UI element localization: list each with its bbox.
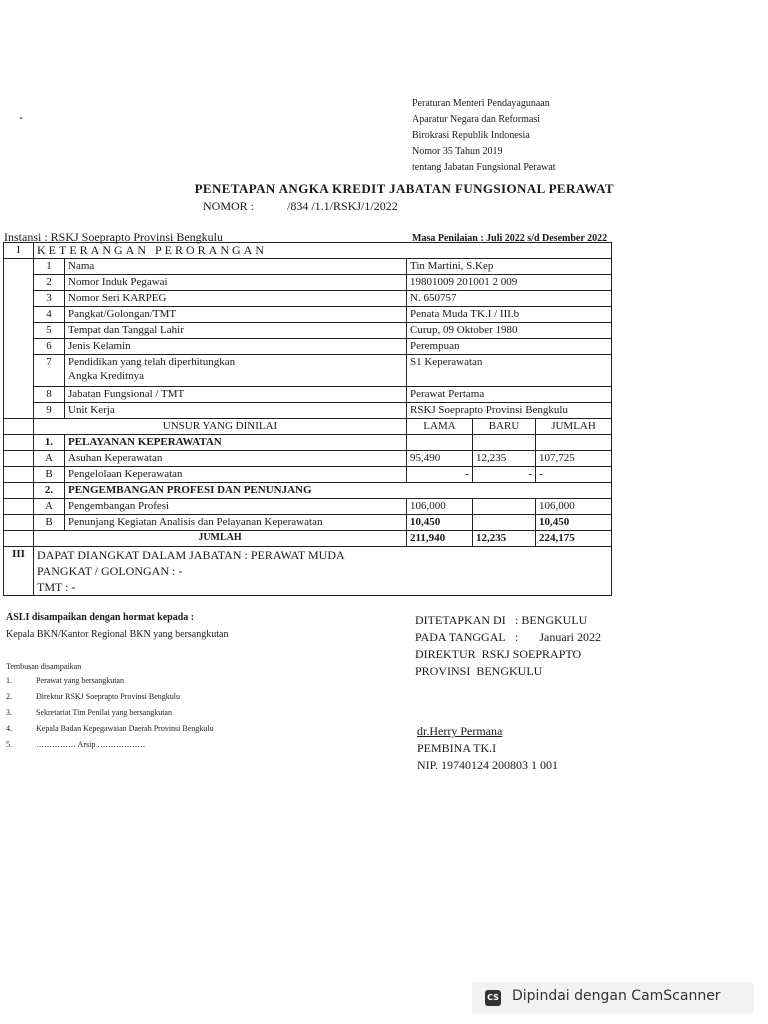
value-baru [473,515,536,531]
section1-gutter [4,259,34,419]
nomor-label: NOMOR : [203,199,255,213]
row-value: Penata Muda TK.I / III.b [407,307,612,323]
section2-gutter [4,515,34,531]
tanggal-label: PADA TANGGAL [415,630,506,644]
total-label: JUMLAH [34,531,407,547]
section3-line: PANGKAT / GOLONGAN : - [37,564,183,578]
row-value: N. 650757 [407,291,612,307]
asli-recipient: Kepala BKN/Kantor Regional BKN yang bersangkutan [6,629,229,640]
row-number: 4 [34,307,65,323]
regulation-line: tentang Jabatan Fungsional Perawat [412,162,556,173]
section2-gutter [4,483,34,499]
list-text: Kepala Badan Kepegawaian Daerah Provinsi Bengkulu [36,724,214,733]
row-number: 6 [34,339,65,355]
tembusan-heading: Tembusan disampaikan [6,662,82,671]
asli-heading: ASLI disampaikan dengan hormat kepada : [6,612,195,623]
value-jumlah: 106,000 [536,499,612,515]
header-unsur: UNSUR YANG DINILAI [34,419,407,435]
table-row [4,323,612,339]
group-row [4,483,612,499]
nomor-value: /834 /1.1/RSKJ/1/2022 [287,199,398,213]
row-label: Penunjang Kegiatan Analisis dan Pelayanan Keperawatan [65,515,407,531]
section2-gutter [4,499,34,515]
signature-block [415,612,601,680]
row-label-line: Angka Kreditnya [68,370,145,382]
row-letter: B [34,467,65,483]
header-lama: LAMA [407,419,473,435]
table-row [4,355,612,387]
row-label: Nomor Induk Pegawai [65,275,407,291]
list-number: 5. [6,740,12,749]
row-value: RSKJ Soeprapto Provinsi Bengkulu [407,403,612,419]
group-title: PELAYANAN KEPERAWATAN [65,435,407,451]
list-number: 2. [6,692,12,701]
total-jumlah: 224,175 [536,531,612,547]
section1-heading-row [4,243,612,259]
section2-gutter [4,451,34,467]
regulation-line: Birokrasi Republik Indonesia [412,130,530,141]
list-item [6,740,214,756]
table-row [4,499,612,515]
value-lama: - [407,467,473,483]
row-letter: A [34,499,65,515]
instansi: Instansi : RSKJ Soeprapto Provinsi Bengkulu [4,230,224,244]
total-lama: 211,940 [407,531,473,547]
list-item [6,692,214,708]
tembusan-list [6,676,214,756]
section3-line: TMT : - [37,580,76,594]
value-jumlah: - [536,467,612,483]
list-text: Perawat yang bersangkutan [36,676,124,685]
section2-gutter [4,467,34,483]
section1-number: I [4,243,34,259]
regulation-line: Aparatur Negara dan Reformasi [412,114,540,125]
list-text: …………… Arsip ……………… [36,740,146,749]
header-baru: BARU [473,419,536,435]
list-number: 1. [6,676,12,685]
row-value: Tin Martini, S.Kep [407,259,612,275]
row-value: S1 Keperawatan [407,355,612,387]
row-label [65,355,407,387]
table-row [4,275,612,291]
row-value: Curup, 09 Oktober 1980 [407,323,612,339]
list-text: Direktur RSKJ Soeprapto Provinsi Bengkulu [36,692,180,701]
group-number: 2. [34,483,65,499]
list-item [6,708,214,724]
row-letter: A [34,451,65,467]
section3-content [34,547,612,596]
ditetapkan-line [415,612,601,629]
list-text: Sekretariat Tim Penilai yang bersangkutan [36,708,172,717]
row-label: Tempat dan Tanggal Lahir [65,323,407,339]
section3-line: DAPAT DIANGKAT DALAM JABATAN : PERAWAT MUDA [37,548,345,562]
camscanner-watermark [472,982,754,1014]
row-number: 3 [34,291,65,307]
official-nip: NIP. 19740124 200803 1 001 [417,758,559,772]
table-row [4,339,612,355]
table-row [4,515,612,531]
official-position: DIREKTUR RSKJ SOEPRAPTO [415,647,582,661]
ditetapkan-label: DITETAPKAN DI [415,613,506,627]
value-baru: 12,235 [473,451,536,467]
row-number: 8 [34,387,65,403]
tanggal-line [415,629,601,646]
row-label: Pengembangan Profesi [65,499,407,515]
table-row [4,403,612,419]
row-number: 2 [34,275,65,291]
row-number: 1 [34,259,65,275]
section3-row [4,547,612,596]
row-label: Nama [65,259,407,275]
official-identity [417,723,558,774]
masa-penilaian: Masa Penilaian : Juli 2022 s/d Desember 2022 [412,233,608,244]
regulation-line: Nomor 35 Tahun 2019 [412,146,503,157]
row-number: 5 [34,323,65,339]
empty-cell [473,435,536,451]
ditetapkan-value: : BENGKULU [515,613,588,627]
section2-gutter [4,419,34,435]
row-label: Pangkat/Golongan/TMT [65,307,407,323]
table-row [4,259,612,275]
table-row [4,387,612,403]
row-number: 7 [34,355,65,387]
empty-cell [536,435,612,451]
table-row [4,451,612,467]
value-lama: 95,490 [407,451,473,467]
group-number: 1. [34,435,65,451]
list-number: 3. [6,708,12,717]
row-value: Perempuan [407,339,612,355]
table-row [4,291,612,307]
section1-heading: KETERANGAN PERORANGAN [34,243,612,259]
value-baru: - [473,467,536,483]
value-lama: 10,450 [407,515,473,531]
section2-gutter [4,435,34,451]
official-name: dr.Herry Permana [417,724,503,738]
row-label: Nomor Seri KARPEG [65,291,407,307]
tanggal-value: : Januari 2022 [515,630,601,644]
row-letter: B [34,515,65,531]
value-jumlah: 10,450 [536,515,612,531]
camscanner-text: Dipindai dengan CamScanner [512,988,721,1004]
row-label: Jenis Kelamin [65,339,407,355]
total-row [4,531,612,547]
value-jumlah: 107,725 [536,451,612,467]
official-institution: PROVINSI BENGKULU [415,664,543,678]
row-label: Pengelolaan Keperawatan [65,467,407,483]
document-number [203,199,398,214]
scan-speck [20,117,22,119]
list-item [6,676,214,692]
credit-table [3,242,612,596]
document-title: PENETAPAN ANGKA KREDIT JABATAN FUNGSIONAL PERAWAT [194,181,614,196]
section2-header-row [4,419,612,435]
group-row [4,435,612,451]
list-number: 4. [6,724,12,733]
empty-cell [407,435,473,451]
camscanner-logo-icon: CS [485,990,501,1006]
row-label: Asuhan Keperawatan [65,451,407,467]
group-title: PENGEMBANGAN PROFESI DAN PENUNJANG [65,483,612,499]
row-label: Unit Kerja [65,403,407,419]
table-row [4,307,612,323]
value-lama: 106,000 [407,499,473,515]
official-rank: PEMBINA TK.I [417,741,497,755]
table-row [4,467,612,483]
header-jumlah: JUMLAH [536,419,612,435]
row-label-line: Pendidikan yang telah diperhitungkan [68,356,236,368]
regulation-line: Peraturan Menteri Pendayagunaan [412,98,550,109]
list-item [6,724,214,740]
row-label: Jabatan Fungsional / TMT [65,387,407,403]
section2-gutter [4,531,34,547]
row-value: Perawat Pertama [407,387,612,403]
section3-number: III [4,547,34,596]
row-value: 19801009 201001 2 009 [407,275,612,291]
regulation-reference [412,96,556,176]
value-baru [473,499,536,515]
row-number: 9 [34,403,65,419]
total-baru: 12,235 [473,531,536,547]
